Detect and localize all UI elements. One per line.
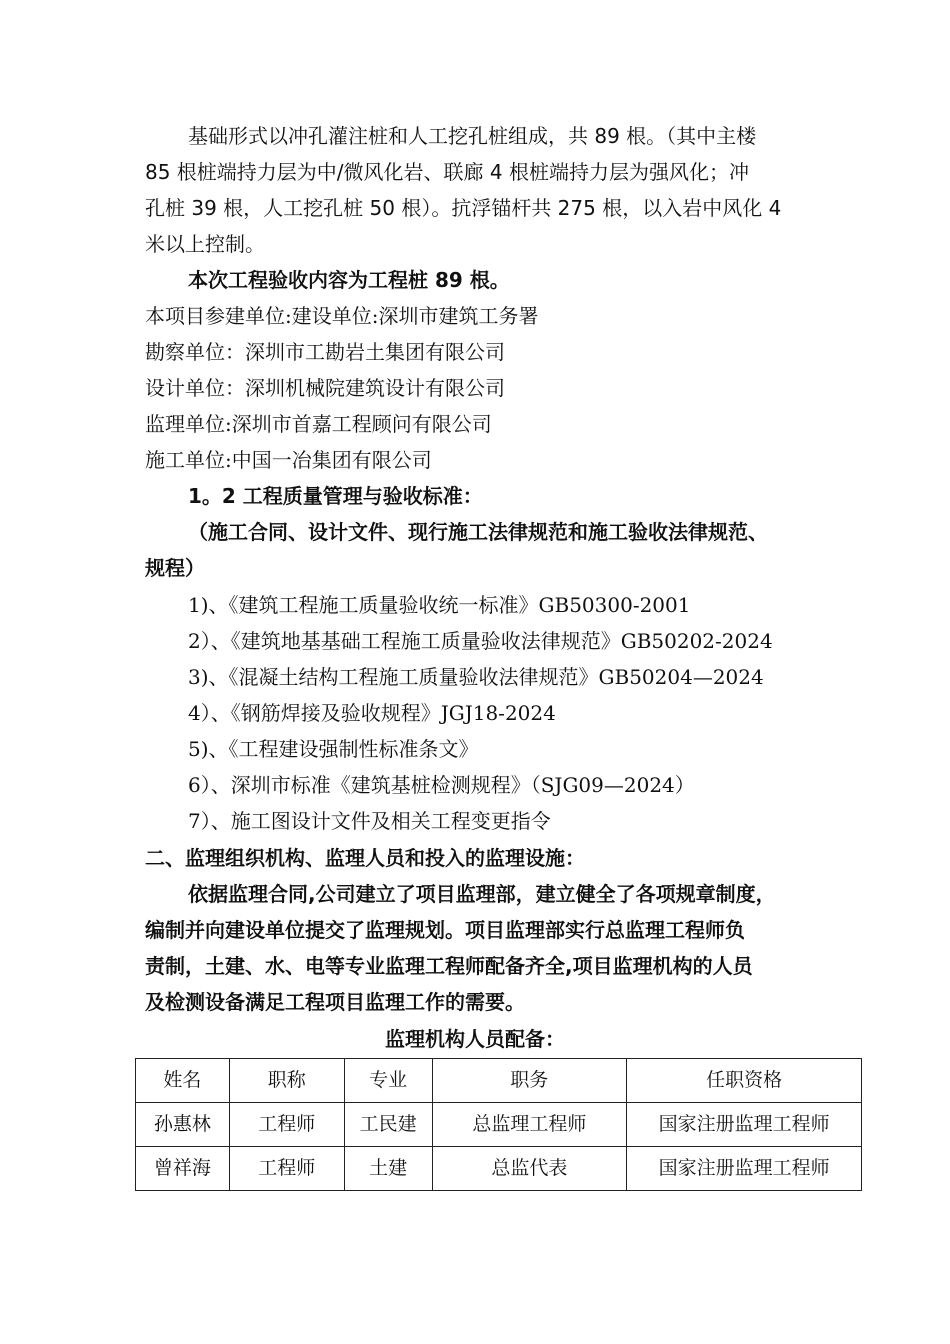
foundation-paragraph-line-1: 基础形式以冲孔灌注桩和人工挖孔桩组成，共 89 根。（其中主楼	[188, 124, 757, 148]
cell-name: 曾祥海	[136, 1147, 230, 1191]
standard-item-1: 1)、《建筑工程施工质量验收统一标准》GB50300-2001	[188, 593, 691, 617]
standard-item-7: 7）、施工图设计文件及相关工程变更指令	[188, 809, 551, 833]
header-specialty: 专业	[344, 1059, 432, 1103]
header-position: 职务	[432, 1059, 627, 1103]
header-qualification: 任职资格	[627, 1059, 862, 1103]
standard-item-3: 3)、《混凝土结构工程施工质量验收法律规范》GB50204—2024	[188, 665, 764, 689]
table-header-row	[136, 1059, 862, 1103]
supervision-unit: 监理单位:深圳市首嘉工程顾问有限公司	[145, 412, 492, 436]
foundation-paragraph-line-2: 85 根桩端持力层为中/微风化岩、联廊 4 根桩端持力层为强风化；冲	[145, 160, 749, 184]
cell-title: 工程师	[229, 1103, 344, 1147]
foundation-paragraph-line-4: 米以上控制。	[145, 232, 265, 256]
header-name: 姓名	[136, 1059, 230, 1103]
cell-title: 工程师	[229, 1147, 344, 1191]
cell-name: 孙惠林	[136, 1103, 230, 1147]
cell-specialty: 土建	[344, 1147, 432, 1191]
construction-unit: 本项目参建单位:建设单位:深圳市建筑工务署	[145, 304, 539, 328]
builder-unit: 施工单位:中国一冶集团有限公司	[145, 448, 432, 472]
section-2-body-line-4: 及检测设备满足工程项目监理工作的需要。	[145, 990, 525, 1014]
table-row	[136, 1103, 862, 1147]
section-1-2-basis-line-2: 规程）	[145, 556, 205, 580]
header-title: 职称	[229, 1059, 344, 1103]
table-row	[136, 1147, 862, 1191]
cell-position: 总监代表	[432, 1147, 627, 1191]
design-unit: 设计单位：深圳机械院建筑设计有限公司	[145, 376, 505, 400]
staff-table	[135, 1058, 862, 1191]
standard-item-5: 5)、《工程建设强制性标准条文》	[188, 737, 479, 761]
standard-item-6: 6）、深圳市标准《建筑基桩检测规程》（SJG09—2024）	[188, 773, 695, 797]
acceptance-scope: 本次工程验收内容为工程桩 89 根。	[188, 268, 510, 292]
section-2-body-line-2: 编制并向建设单位提交了监理规划。项目监理部实行总监理工程师负	[145, 918, 745, 942]
section-2-body-line-1: 依据监理合同,公司建立了项目监理部，建立健全了各项规章制度，	[188, 882, 776, 906]
cell-qualification: 国家注册监理工程师	[627, 1147, 862, 1191]
section-2-heading: 二、监理组织机构、监理人员和投入的监理设施：	[145, 846, 585, 870]
cell-position: 总监理工程师	[432, 1103, 627, 1147]
foundation-paragraph-line-3: 孔桩 39 根，人工挖孔桩 50 根）。抗浮锚杆共 275 根，以入岩中风化 4	[145, 196, 782, 220]
survey-unit: 勘察单位：深圳市工勘岩土集团有限公司	[145, 340, 505, 364]
cell-qualification: 国家注册监理工程师	[627, 1103, 862, 1147]
staff-table-title: 监理机构人员配备：	[385, 1027, 565, 1051]
cell-specialty: 工民建	[344, 1103, 432, 1147]
section-2-body-line-3: 责制，土建、水、电等专业监理工程师配备齐全,项目监理机构的人员	[145, 954, 753, 978]
section-1-2-heading: 1。2 工程质量管理与验收标准：	[188, 484, 483, 508]
standard-item-2: 2）、《建筑地基基础工程施工质量验收法律规范》GB50202-2024	[188, 629, 773, 653]
section-1-2-basis-line-1: （施工合同、设计文件、现行施工法律规范和施工验收法律规范、	[188, 520, 768, 544]
standard-item-4: 4）、《钢筋焊接及验收规程》JGJ18-2024	[188, 701, 556, 725]
